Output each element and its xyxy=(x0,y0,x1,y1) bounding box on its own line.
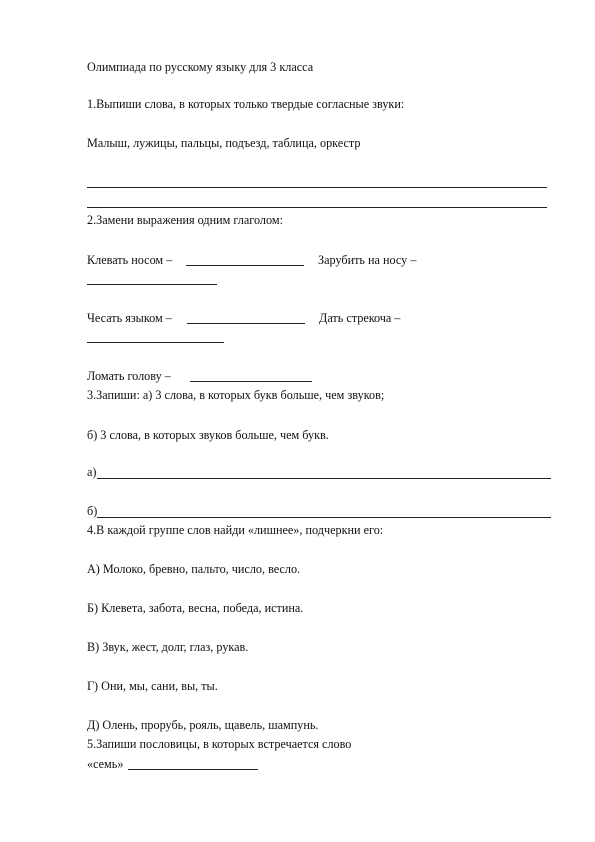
task1-heading: 1.Выпиши слова, в которых только твердые согласные звуки: xyxy=(87,97,405,111)
task4-item-g: Г) Они, мы, сани, вы, ты. xyxy=(87,679,218,693)
answer-label-a: а) xyxy=(87,465,97,479)
phrase-klevat-nosom: Клевать носом – xyxy=(87,253,173,267)
phrase-chesat-yazykom: Чесать языком – xyxy=(87,311,172,325)
answer-line-klevat-nosom[interactable] xyxy=(186,265,304,266)
answer-line-chesat-yazykom[interactable] xyxy=(187,323,305,324)
task3-line-a: 3.Запиши: а) 3 слова, в которых букв больше, чем звуков; xyxy=(87,388,385,402)
task5-word: «семь» xyxy=(87,757,124,771)
task4-item-d: Д) Олень, прорубь, рояль, щавель, шампунь. xyxy=(87,718,319,732)
phrase-lomat-golovu: Ломать голову – xyxy=(87,369,171,383)
answer-line-b[interactable] xyxy=(97,517,551,518)
task3-line-b: б) 3 слова, в которых звуков больше, чем букв. xyxy=(87,428,329,442)
answer-line-task5[interactable] xyxy=(128,769,258,770)
answer-line-1[interactable] xyxy=(87,187,547,188)
task4-heading: 4.В каждой группе слов найди «лишнее», подчеркни его: xyxy=(87,523,384,537)
answer-line-zarubit-na-nosu[interactable] xyxy=(87,284,217,285)
phrase-zarubit-na-nosu: Зарубить на носу – xyxy=(318,253,417,267)
task4-item-a: А) Молоко, бревно, пальто, число, весло. xyxy=(87,562,301,576)
worksheet-title: Олимпиада по русскому языку для 3 класса xyxy=(87,60,314,74)
answer-line-a[interactable] xyxy=(97,478,551,479)
task5-heading: 5.Запиши пословицы, в которых встречается слово xyxy=(87,737,352,751)
task4-item-v: В) Звук, жест, долг, глаз, рукав. xyxy=(87,640,249,654)
answer-line-lomat-golovu[interactable] xyxy=(190,381,312,382)
answer-line-dat-strekocha[interactable] xyxy=(87,342,224,343)
task2-heading: 2.Замени выражения одним глаголом: xyxy=(87,213,283,227)
task1-words: Малыш, лужицы, пальцы, подъезд, таблица, оркестр xyxy=(87,136,361,150)
phrase-dat-strekocha: Дать стрекоча – xyxy=(319,311,401,325)
answer-line-2[interactable] xyxy=(87,207,547,208)
task4-item-b: Б) Клевета, забота, весна, победа, истина. xyxy=(87,601,304,615)
answer-label-b: б) xyxy=(87,504,98,518)
